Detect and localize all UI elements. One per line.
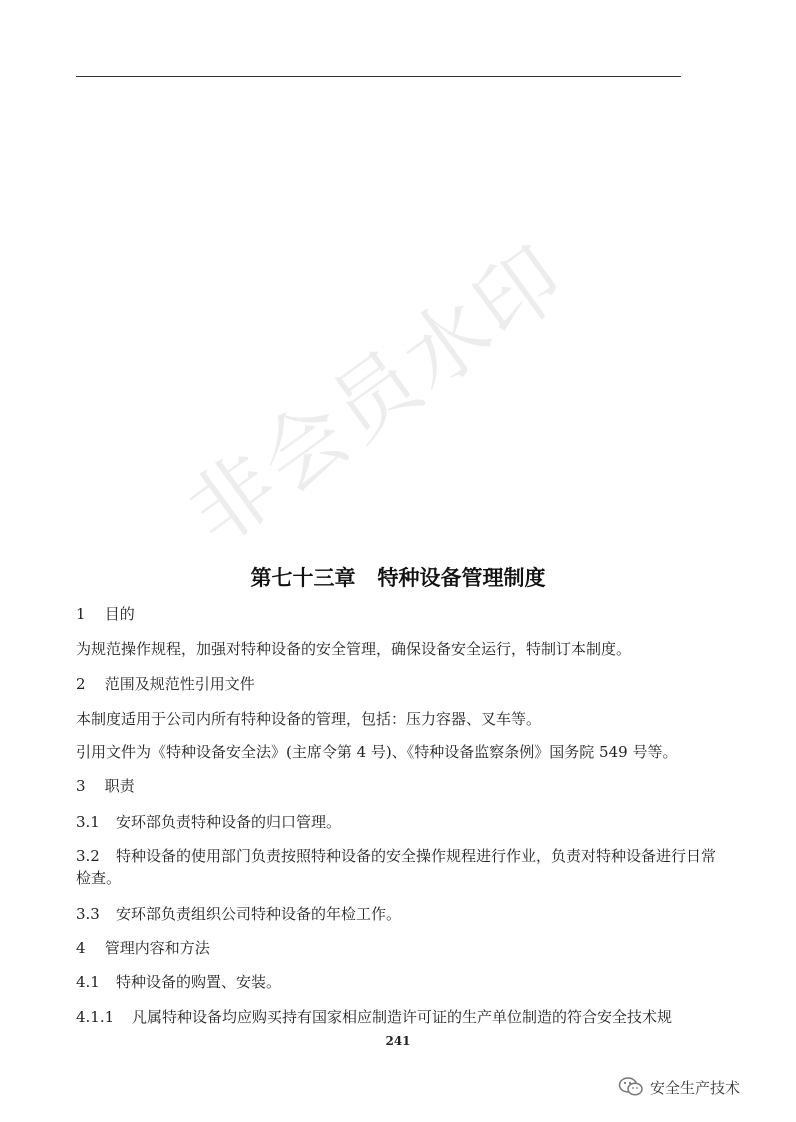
section-number: 2	[76, 675, 86, 693]
section-number: 4.1	[76, 973, 100, 991]
page-number: 241	[385, 1034, 411, 1048]
wechat-icon	[618, 1076, 644, 1098]
list-item: 4.1.1 凡属特种设备均应购买持有国家相应制造许可证的生产单位制造的符合安全技术规	[76, 1008, 673, 1026]
watermark: 非会员水印	[170, 225, 585, 564]
section-heading: 3 职责	[76, 777, 135, 795]
header-rule	[76, 76, 681, 77]
list-item: 3.2 特种设备的使用部门负责按照特种设备的安全操作规程进行作业，负责对特种设备进行日常检查。	[76, 847, 717, 887]
section-number: 4	[76, 939, 86, 957]
section-number: 4.1.1	[76, 1008, 115, 1026]
list-item: 4.1 特种设备的购置、安装。	[76, 973, 282, 991]
section-heading: 2 范围及规范性引用文件	[76, 675, 255, 693]
section-heading: 1 目的	[76, 605, 135, 623]
chapter-title	[0, 562, 796, 592]
list-item: 3.1 安环部负责特种设备的归口管理。	[76, 813, 342, 831]
chapter-number: 第七十三章	[250, 565, 356, 590]
brand-name: 安全生产技术	[650, 1078, 741, 1097]
chapter-name: 特种设备管理制度	[377, 565, 546, 590]
section-number: 3.1	[76, 813, 100, 831]
paragraph: 为规范操作规程，加强对特种设备的安全管理，确保设备安全运行，特制订本制度。	[76, 640, 632, 658]
section-number: 3.3	[76, 905, 100, 923]
section-number: 1	[76, 605, 86, 623]
paragraph: 本制度适用于公司内所有特种设备的管理，包括：压力容器、叉车等。	[76, 710, 542, 728]
section-heading: 4 管理内容和方法	[76, 939, 210, 957]
brand-badge	[618, 1075, 740, 1099]
section-number: 3	[76, 777, 86, 795]
paragraph: 引用文件为《特种设备安全法》(主席令第 4 号)、《特种设备监察条例》国务院 549 号等。	[76, 743, 678, 761]
list-item: 3.3 安环部负责组织公司特种设备的年检工作。	[76, 905, 402, 923]
section-number: 3.2	[76, 847, 100, 865]
